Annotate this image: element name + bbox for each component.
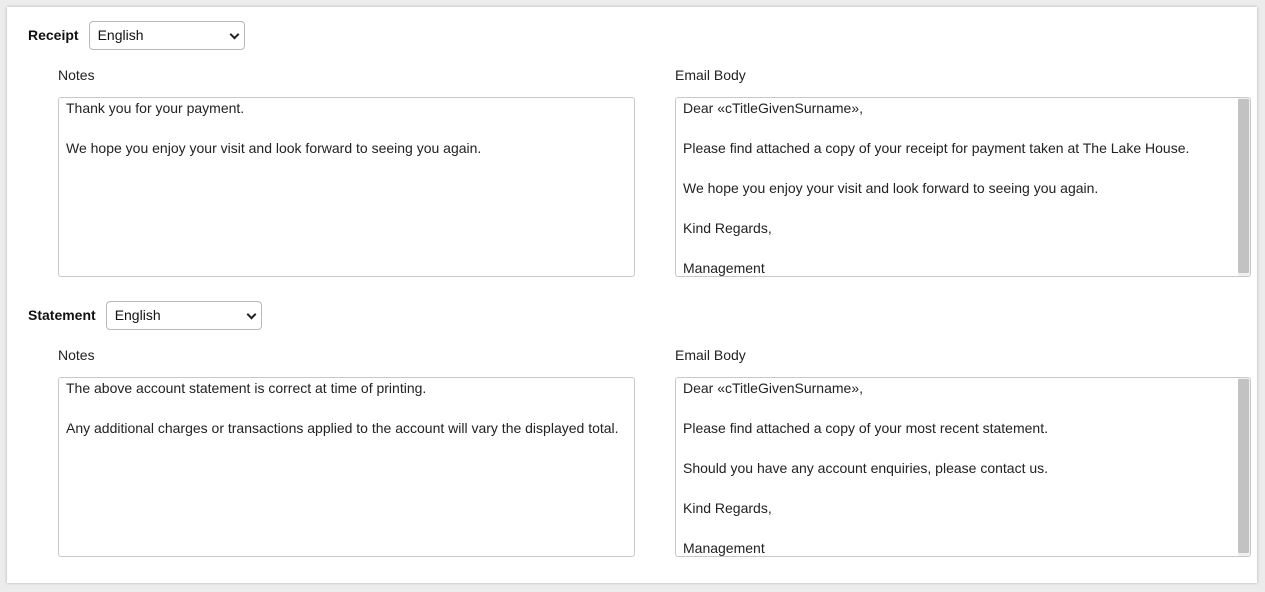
receipt-title: Receipt: [28, 27, 79, 43]
statement-email-scrollbar[interactable]: [1238, 378, 1250, 556]
chevron-down-icon: [230, 31, 238, 39]
text-line: Any additional charges or transactions applied to the account will vary the displayed total.: [66, 420, 619, 436]
template-settings-panel: [7, 7, 1257, 583]
receipt-header: [28, 20, 245, 50]
text-line: [683, 238, 1230, 258]
statement-language-select[interactable]: [106, 301, 262, 330]
statement-email-label: Email Body: [675, 347, 746, 363]
text-line: Kind Regards,: [683, 500, 772, 516]
statement-email-body-textarea[interactable]: [675, 377, 1251, 557]
receipt-notes-label: Notes: [58, 67, 95, 83]
receipt-language-select[interactable]: [89, 21, 245, 50]
text-line: [66, 118, 626, 138]
statement-header: [28, 300, 262, 330]
text-line: Please find attached a copy of your receipt for payment taken at The Lake House.: [683, 140, 1190, 156]
statement-language-value: English: [114, 307, 161, 323]
text-line: We hope you enjoy your visit and look forward to seeing you again.: [683, 180, 1099, 196]
receipt-email-label: Email Body: [675, 67, 746, 83]
chevron-down-icon: [247, 311, 255, 319]
receipt-notes-textarea[interactable]: [58, 97, 635, 277]
text-line: [66, 398, 626, 418]
text-line: Management: [683, 540, 765, 556]
statement-notes-textarea[interactable]: [58, 377, 635, 557]
receipt-language-value: English: [97, 27, 144, 43]
text-line: Dear «cTitleGivenSurname»,: [683, 380, 864, 396]
text-line: [683, 198, 1230, 218]
text-line: Dear «cTitleGivenSurname»,: [683, 100, 864, 116]
text-line: The above account statement is correct at time of printing.: [66, 380, 427, 396]
scroll-thumb[interactable]: [1238, 99, 1249, 273]
text-line: [683, 478, 1230, 498]
text-line: [683, 438, 1230, 458]
text-line: [683, 518, 1230, 538]
text-line: Thank you for your payment.: [66, 100, 245, 116]
receipt-email-body-textarea[interactable]: [675, 97, 1251, 277]
text-line: Kind Regards,: [683, 220, 772, 236]
text-line: We hope you enjoy your visit and look forward to seeing you again.: [66, 140, 482, 156]
statement-notes-label: Notes: [58, 347, 95, 363]
receipt-email-scrollbar[interactable]: [1238, 98, 1250, 276]
scroll-thumb[interactable]: [1238, 379, 1249, 553]
text-line: [683, 158, 1230, 178]
text-line: [683, 398, 1230, 418]
text-line: [683, 118, 1230, 138]
text-line: Should you have any account enquiries, please contact us.: [683, 460, 1049, 476]
statement-title: Statement: [28, 307, 96, 323]
text-line: Management: [683, 260, 765, 276]
text-line: Please find attached a copy of your most recent statement.: [683, 420, 1048, 436]
